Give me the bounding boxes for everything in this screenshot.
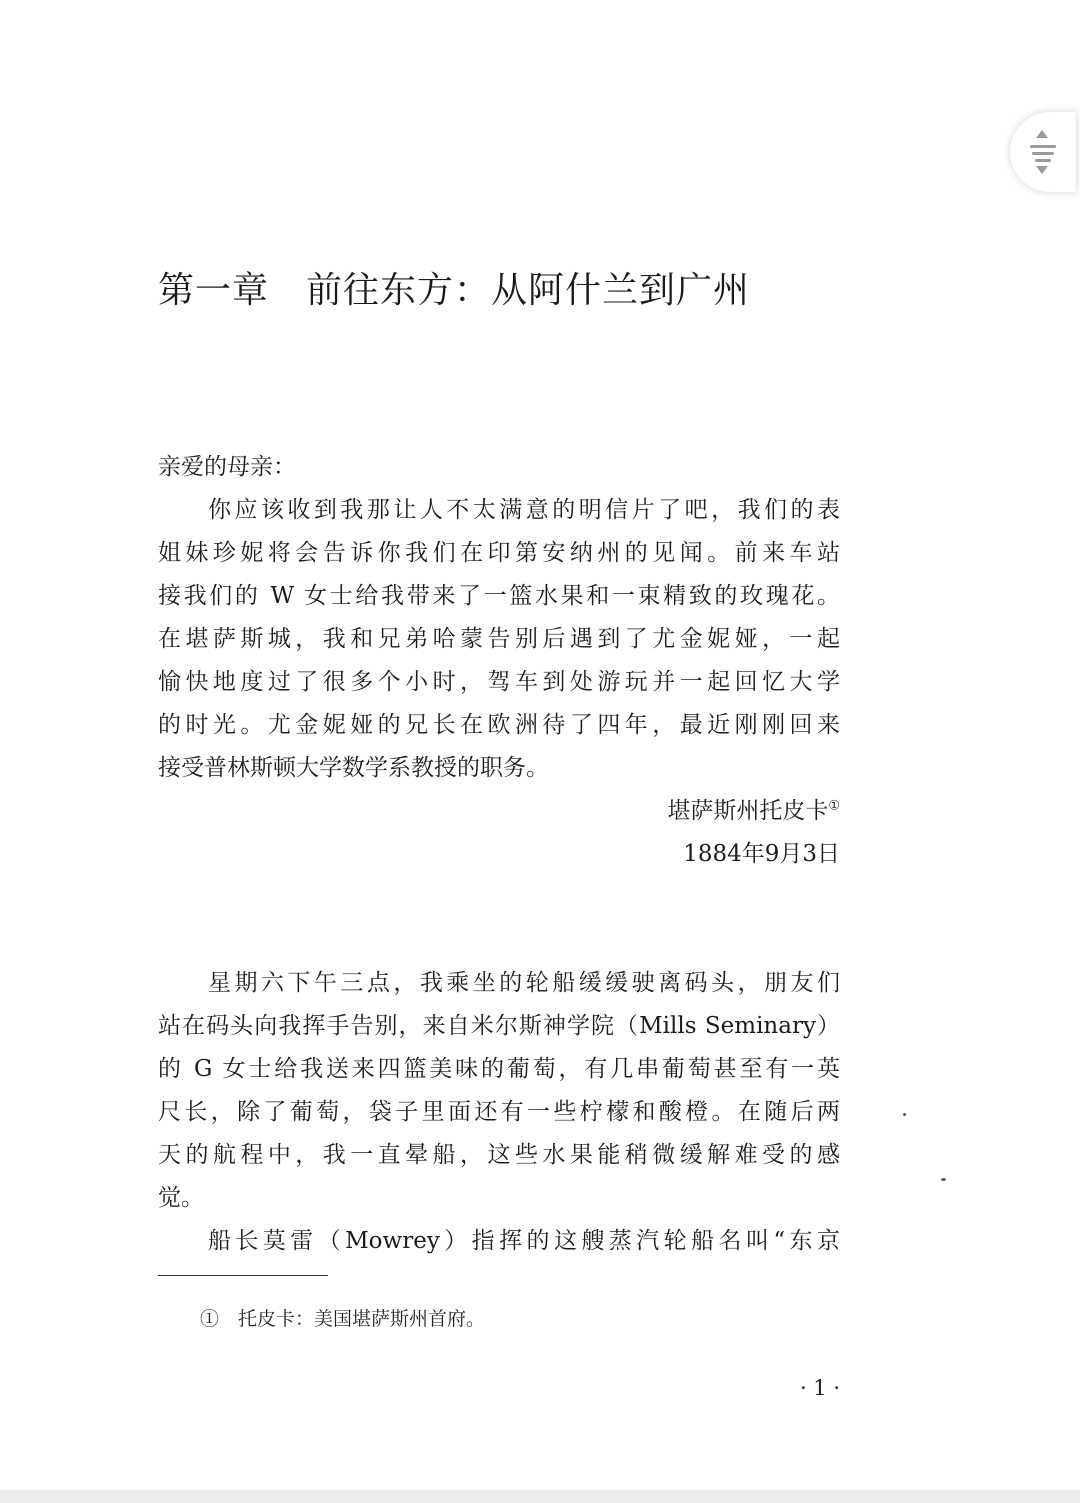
letter-line: 的时光。尤金妮娅的兄长在欧洲待了四年，最近刚刚回来 — [158, 712, 840, 738]
scroll-grip-icon — [1030, 145, 1056, 148]
letter-place — [158, 796, 840, 826]
scroll-grip-icon — [1032, 152, 1054, 155]
letter-line: 接我们的 W 女士给我带来了一篮水果和一束精致的玫瑰花。 — [158, 583, 840, 609]
page-number: · 1 · — [799, 1376, 840, 1400]
footnote: ① 托皮卡：美国堪萨斯州首府。 — [200, 1308, 486, 1330]
viewer-bottom-bar — [0, 1490, 1080, 1503]
scan-speck — [903, 1113, 906, 1116]
scroll-grip-icon — [1035, 159, 1051, 162]
letter-line: 姐妹珍妮将会告诉你我们在印第安纳州的见闻。前来车站 — [158, 540, 840, 566]
narrative-line: 觉。 — [158, 1185, 204, 1211]
letter-line: 你应该收到我那让人不太满意的明信片了吧，我们的表 — [208, 497, 840, 523]
letter-line: 在堪萨斯城，我和兄弟哈蒙告别后遇到了尤金妮娅，一起 — [158, 626, 840, 652]
letter-place-text: 堪萨斯州托皮卡 — [667, 798, 829, 824]
scroll-up-icon[interactable] — [1036, 130, 1048, 138]
letter-salutation: 亲爱的母亲： — [158, 454, 296, 480]
narrative-line: 星期六下午三点，我乘坐的轮船缓缓驶离码头，朋友们 — [208, 970, 840, 996]
narrative-line: 的 G 女士给我送来四篮美味的葡萄，有几串葡萄甚至有一英 — [158, 1056, 840, 1082]
footnote-divider — [158, 1275, 328, 1276]
chapter-title: 第一章 前往东方：从阿什兰到广州 — [158, 270, 751, 311]
narrative-line: 天的航程中，我一直晕船，这些水果能稍微缓解难受的感 — [158, 1142, 840, 1168]
scroll-down-icon[interactable] — [1036, 166, 1048, 174]
narrative-line: 船长莫雷（Mowrey）指挥的这艘蒸汽轮船名叫“东京 — [208, 1228, 840, 1254]
letter-line: 接受普林斯顿大学数学系教授的职务。 — [158, 755, 549, 781]
narrative-line: 站在码头向我挥手告别，来自米尔斯神学院（Mills Seminary） — [158, 1013, 840, 1039]
letter-date: 1884年9月3日 — [683, 841, 840, 867]
narrative-line: 尺长，除了葡萄，袋子里面还有一些柠檬和酸橙。在随后两 — [158, 1099, 840, 1125]
letter-line: 愉快地度过了很多个小时，驾车到处游玩并一起回忆大学 — [158, 669, 840, 695]
footnote-reference: ① — [828, 798, 840, 814]
scan-speck — [941, 1178, 946, 1181]
